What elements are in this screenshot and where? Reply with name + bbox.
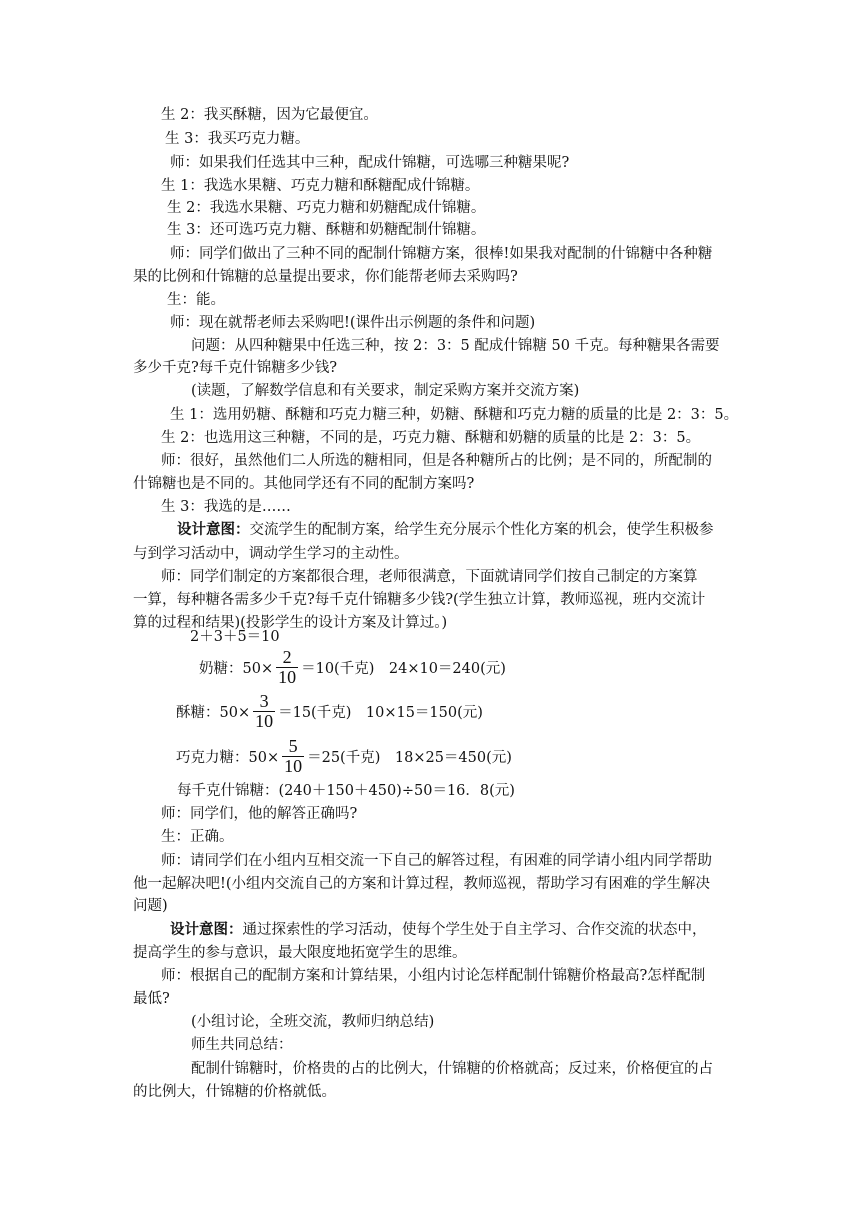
design-intent-2-cont: 提高学生的参与意识，最大限度地拓宽学生的思维。 bbox=[133, 945, 467, 961]
calc-result: ＝25(千克) 18×25＝450(元) bbox=[307, 750, 512, 766]
fraction bbox=[253, 692, 275, 731]
fraction-denominator: 10 bbox=[278, 667, 297, 687]
dialogue-line: 生 3：我选的是…… bbox=[161, 499, 291, 515]
calc-row-chocolate bbox=[176, 737, 512, 781]
design-intent-1 bbox=[177, 520, 714, 540]
design-intent-text: 通过探索性的学习活动，使每个学生处于自主学习、合作交流的状态中， bbox=[242, 922, 707, 938]
calc-prefix: 奶糖：50× bbox=[199, 661, 274, 677]
dialogue-line: 生 2：我选水果糖、巧克力糖和奶糖配成什锦糖。 bbox=[167, 200, 486, 216]
dialogue-line: 生 3：还可选巧克力糖、酥糖和奶糖配制什锦糖。 bbox=[167, 222, 486, 238]
fraction-denominator: 10 bbox=[284, 756, 303, 776]
dialogue-line: 果的比例和什锦糖的总量提出要求，你们能帮老师去采购吗? bbox=[133, 269, 518, 285]
design-intent-1-cont: 与到学习活动中，调动学生学习的主动性。 bbox=[133, 546, 409, 562]
fraction-numerator: 3 bbox=[253, 692, 275, 712]
summary-heading: 师生共同总结： bbox=[191, 1037, 293, 1053]
design-intent-2 bbox=[170, 920, 707, 940]
dialogue-line: 师：很好，虽然他们二人所选的糖相同，但是各种糖所占的比例；是不同的，所配制的 bbox=[161, 453, 712, 469]
calc-result: ＝10(千克) 24×10＝240(元) bbox=[301, 661, 506, 677]
dialogue-line: 生 2：我买酥糖，因为它最便宜。 bbox=[161, 107, 378, 123]
calc-row-milk-candy bbox=[199, 648, 506, 692]
dialogue-line: 师：请同学们在小组内互相交流一下自己的解答过程，有困难的同学请小组内同学帮助 bbox=[161, 853, 712, 869]
fraction bbox=[282, 737, 304, 776]
dialogue-line: 生 3：我买巧克力糖。 bbox=[165, 131, 310, 147]
dialogue-line: 他一起解决吧!(小组内交流自己的方案和计算过程，教师巡视，帮助学习有困难的学生解决 bbox=[133, 876, 710, 892]
dialogue-line: 算的过程和结果)(投影学生的设计方案及计算过。) bbox=[133, 615, 448, 631]
dialogue-line: 生 2：也选用这三种糖，不同的是，巧克力糖、酥糖和奶糖的质量的比是 2：3：5。 bbox=[161, 430, 701, 446]
calc-total: 每千克什锦糖：(240＋150＋450)÷50＝16．8(元) bbox=[177, 783, 515, 799]
calc-sum: 2＋3＋5＝10 bbox=[190, 629, 280, 645]
dialogue-line: 生 1：我选水果糖、巧克力糖和酥糖配成什锦糖。 bbox=[161, 178, 480, 194]
dialogue-line: 一算，每种糖各需多少千克?每千克什锦糖多少钱?(学生独立计算，教师巡视，班内交流计 bbox=[133, 592, 706, 608]
dialogue-line: 生：能。 bbox=[167, 292, 225, 308]
calc-row-crisp-candy bbox=[176, 692, 483, 736]
fraction-numerator: 5 bbox=[282, 737, 304, 757]
fraction-numerator: 2 bbox=[276, 648, 298, 668]
note-line: (小组讨论，全班交流，教师归纳总结) bbox=[191, 1014, 435, 1030]
design-intent-label: 设计意图： bbox=[170, 921, 243, 938]
note-line: (读题，了解数学信息和有关要求，制定采购方案并交流方案) bbox=[191, 383, 580, 399]
dialogue-line: 师：现在就帮老师去采购吧!(课件出示例题的条件和问题) bbox=[170, 315, 536, 331]
fraction bbox=[276, 648, 298, 687]
dialogue-line: 师：同学们制定的方案都很合理，老师很满意，下面就请同学们按自己制定的方案算 bbox=[161, 569, 698, 585]
summary-line: 的比例大，什锦糖的价格就低。 bbox=[133, 1084, 336, 1100]
dialogue-line: 问题) bbox=[133, 898, 168, 914]
calc-prefix: 酥糖：50× bbox=[176, 705, 251, 721]
design-intent-text: 交流学生的配制方案，给学生充分展示个性化方案的机会，使学生积极参 bbox=[249, 522, 714, 538]
design-intent-label: 设计意图： bbox=[177, 521, 250, 538]
dialogue-line: 什锦糖也是不同的。其他同学还有不同的配制方案吗? bbox=[133, 476, 475, 492]
dialogue-line: 最低? bbox=[133, 991, 170, 1007]
dialogue-line: 生 1：选用奶糖、酥糖和巧克力糖三种，奶糖、酥糖和巧克力糖的质量的比是 2：3：5。 bbox=[170, 407, 739, 423]
dialogue-line: 生：正确。 bbox=[161, 829, 234, 845]
summary-line: 配制什锦糖时，价格贵的占的比例大，什锦糖的价格就高；反过来，价格便宜的占 bbox=[191, 1061, 713, 1077]
dialogue-line: 师：同学们，他的解答正确吗? bbox=[161, 806, 358, 822]
dialogue-line: 师：同学们做出了三种不同的配制什锦糖方案，很棒!如果我对配制的什锦糖中各种糖 bbox=[170, 246, 713, 262]
dialogue-line: 师：根据自己的配制方案和计算结果，小组内讨论怎样配制什锦糖价格最高?怎样配制 bbox=[161, 968, 706, 984]
calc-result: ＝15(千克) 10×15＝150(元) bbox=[278, 705, 483, 721]
problem-line: 问题：从四种糖果中任选三种，按 2：3：5 配成什锦糖 50 千克。每种糖果各需要 bbox=[191, 338, 720, 354]
dialogue-line: 师：如果我们任选其中三种，配成什锦糖，可选哪三种糖果呢? bbox=[170, 155, 570, 171]
problem-line: 多少千克?每千克什锦糖多少钱? bbox=[133, 360, 338, 376]
calc-prefix: 巧克力糖：50× bbox=[176, 750, 280, 766]
fraction-denominator: 10 bbox=[255, 711, 274, 731]
